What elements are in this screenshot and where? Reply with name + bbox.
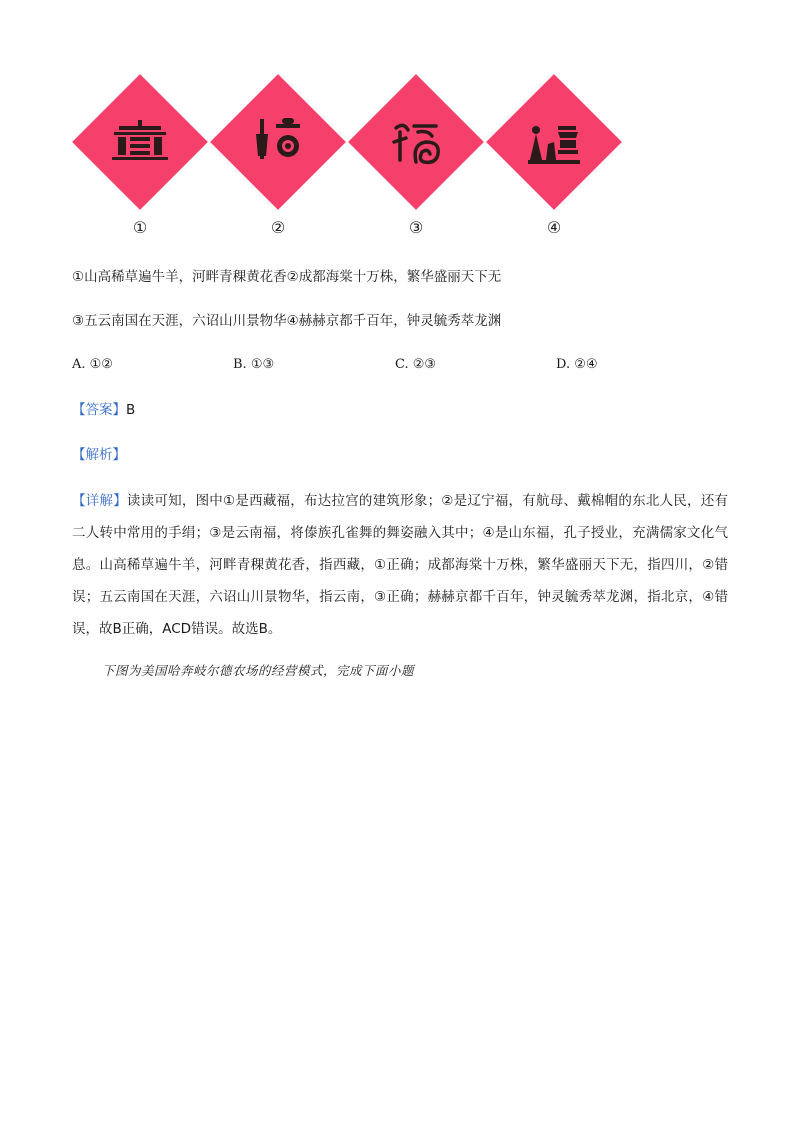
answer-tag: 【答案】 [72, 402, 126, 418]
statement-line-2: ③五云南国在天涯，六诏山川景物华④赫赫京都千百年，钟灵毓秀萃龙渊 [72, 313, 502, 329]
fu-figure [70, 72, 630, 242]
option-c: C. ②③ [395, 357, 437, 372]
next-question-prompt: 下图为美国哈奔岐尔德农场的经营模式，完成下面小题 [102, 663, 415, 678]
tibet-fu-icon [72, 74, 208, 210]
answer-value: B [126, 402, 136, 418]
detail-tag: 【详解】 [72, 493, 127, 509]
statement-line-1: ①山高稀草遍牛羊，河畔青稞黄花香②成都海棠十万株，繁华盛丽天下无 [72, 269, 502, 285]
liaoning-fu-icon [210, 74, 346, 210]
shandong-fu-icon [486, 74, 622, 210]
option-d: D. ②④ [556, 357, 598, 372]
answer-line [72, 400, 135, 420]
detail-paragraph [72, 485, 728, 645]
yunnan-fu-icon [348, 74, 484, 210]
fu-number-1: ① [132, 218, 148, 237]
fu-item-2 [208, 72, 348, 237]
fu-diamond-4 [486, 74, 622, 210]
fu-number-3: ③ [408, 218, 424, 237]
option-a: A. ①② [72, 357, 113, 372]
fu-item-1 [70, 72, 210, 237]
option-b: B. ①③ [233, 357, 275, 372]
fu-diamond-2 [210, 74, 346, 210]
fu-number-2: ② [270, 218, 286, 237]
fu-diamond-3 [348, 74, 484, 210]
fu-diamond-1 [72, 74, 208, 210]
fu-item-3 [346, 72, 486, 237]
fu-item-4 [484, 72, 624, 237]
fu-number-4: ④ [546, 218, 562, 237]
detail-text: 读读可知，图中①是西藏福，布达拉宫的建筑形象；②是辽宁福，有航母、戴棉帽的东北人民，还有二人转中常用的手绢；③是云南福，将傣族孔雀舞的舞姿融入其中；④是山东福，孔子授业，充满儒家文化气息。山高稀草遍牛羊，河畔青稞黄花香，指西藏，①正确；成都海棠十万株，繁华盛丽天下无，指四川，②错误；五云南国在天涯，六诏山川景物华，指云南，③正确；赫赫京都千百年，钟灵毓秀萃龙渊，指北京，④错误，故B正确，ACD错误。故选B。 [72, 493, 728, 637]
analysis-line [72, 445, 126, 465]
analysis-tag: 【解析】 [72, 447, 126, 463]
